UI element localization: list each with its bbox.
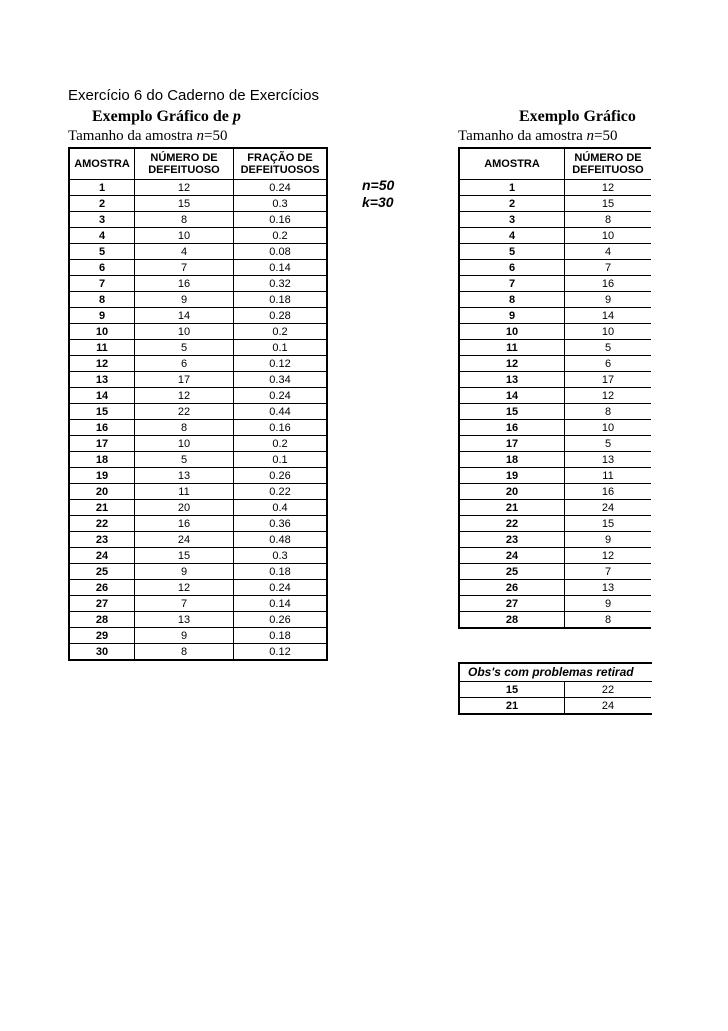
left-table-row-cell: 24 — [69, 548, 135, 564]
left-table-row-cell: 12 — [135, 180, 234, 196]
right-table-row — [459, 404, 651, 420]
left-table-row — [69, 388, 327, 404]
right-table-row-cell: 5 — [459, 244, 565, 260]
removed-observations-table — [460, 682, 651, 713]
left-table-row — [69, 500, 327, 516]
left-table-row-cell: 0.18 — [234, 628, 328, 644]
left-table-row-cell: 19 — [69, 468, 135, 484]
right-table-row — [459, 292, 651, 308]
right-table-row-cell: 27 — [459, 596, 565, 612]
right-header-sample: AMOSTRA — [459, 148, 565, 180]
left-table-row — [69, 372, 327, 388]
left-table-row-cell: 3 — [69, 212, 135, 228]
left-table-row-cell: 21 — [69, 500, 135, 516]
right-table-row — [459, 244, 651, 260]
left-table-row-cell: 0.28 — [234, 308, 328, 324]
left-table-row-cell: 16 — [135, 516, 234, 532]
right-header-defective-count: NÚMERO DE DEFEITUOSO — [565, 148, 652, 180]
left-table-row-cell: 0.26 — [234, 468, 328, 484]
left-table-row-cell: 0.16 — [234, 420, 328, 436]
left-table-row-cell: 4 — [135, 244, 234, 260]
right-table-row-cell: 25 — [459, 564, 565, 580]
right-table-row-cell: 2 — [459, 196, 565, 212]
right-table-row — [459, 356, 651, 372]
left-table-row-cell: 30 — [69, 644, 135, 661]
right-table-row — [459, 420, 651, 436]
right-table-row-cell: 11 — [459, 340, 565, 356]
left-size-var: n — [196, 128, 204, 144]
right-table-row-cell: 6 — [565, 356, 652, 372]
left-table-row-cell: 11 — [135, 484, 234, 500]
right-table-row-cell: 9 — [565, 292, 652, 308]
left-table-row — [69, 420, 327, 436]
param-k: k=30 — [362, 194, 394, 210]
right-table-row-cell: 8 — [565, 404, 652, 420]
right-table-row-cell: 12 — [459, 356, 565, 372]
right-table-row-cell: 9 — [459, 308, 565, 324]
right-table-row — [459, 324, 651, 340]
left-table-row-cell: 0.12 — [234, 356, 328, 372]
right-header-row — [459, 148, 651, 180]
left-table-row — [69, 356, 327, 372]
right-data-table — [458, 147, 651, 629]
left-table-row-cell: 12 — [69, 356, 135, 372]
left-table-row-cell: 0.48 — [234, 532, 328, 548]
right-table-row-cell: 4 — [459, 228, 565, 244]
left-table-row-cell: 5 — [135, 340, 234, 356]
left-table-row — [69, 196, 327, 212]
removed-observation-row-cell: 24 — [601, 699, 615, 712]
left-table-row-cell: 26 — [69, 580, 135, 596]
right-table-row-cell: 1 — [459, 180, 565, 196]
left-table-row-cell: 13 — [69, 372, 135, 388]
left-table-row-cell: 0.36 — [234, 516, 328, 532]
right-table-row-cell: 12 — [565, 180, 652, 196]
left-table-row — [69, 564, 327, 580]
right-table-row-cell: 11 — [565, 468, 652, 484]
left-table-row-cell: 18 — [69, 452, 135, 468]
right-table-row-cell: 16 — [459, 420, 565, 436]
left-table-row-cell: 0.24 — [234, 580, 328, 596]
left-table-row — [69, 596, 327, 612]
left-table-row — [69, 244, 327, 260]
left-table-row — [69, 644, 327, 661]
left-table-row-cell: 10 — [69, 324, 135, 340]
left-table-row-cell: 0.14 — [234, 596, 328, 612]
right-table-row-cell: 5 — [565, 436, 652, 452]
right-table-row — [459, 372, 651, 388]
right-table-row-cell: 18 — [459, 452, 565, 468]
right-table-row-cell: 15 — [565, 516, 652, 532]
left-table-row-cell: 9 — [135, 292, 234, 308]
right-table-row-cell: 21 — [459, 500, 565, 516]
left-table-row-cell: 0.2 — [234, 228, 328, 244]
right-table-row-cell: 9 — [565, 532, 652, 548]
right-table-row-cell: 10 — [459, 324, 565, 340]
left-size-value: =50 — [204, 128, 228, 144]
left-table-row-cell: 28 — [69, 612, 135, 628]
right-table-row-cell: 12 — [565, 548, 652, 564]
left-table-row-cell: 7 — [135, 596, 234, 612]
left-table-row-cell: 29 — [69, 628, 135, 644]
left-table-row-cell: 0.18 — [234, 564, 328, 580]
right-table-row-cell: 20 — [459, 484, 565, 500]
right-table-row-cell: 17 — [459, 436, 565, 452]
right-table-row — [459, 484, 651, 500]
left-table-row-cell: 16 — [135, 276, 234, 292]
left-table-row-cell: 0.1 — [234, 452, 328, 468]
left-table-row-cell: 16 — [69, 420, 135, 436]
left-table-row-cell: 2 — [69, 196, 135, 212]
left-table-row-cell: 12 — [135, 388, 234, 404]
right-table-row — [459, 196, 651, 212]
right-table-row-cell: 15 — [565, 196, 652, 212]
left-table-row-cell: 0.24 — [234, 180, 328, 196]
right-table-row-cell: 26 — [459, 580, 565, 596]
removed-observation-row — [460, 698, 651, 714]
left-table-row — [69, 532, 327, 548]
right-table-row-cell: 15 — [459, 404, 565, 420]
left-table-row — [69, 484, 327, 500]
left-table-row — [69, 340, 327, 356]
removed-observation-row-cell: 15 — [460, 682, 565, 698]
right-size-text: Tamanho da amostra — [458, 128, 587, 144]
right-table-row — [459, 580, 651, 596]
left-table-row-cell: 15 — [135, 196, 234, 212]
left-table-row-cell: 22 — [135, 404, 234, 420]
left-table-row-cell: 8 — [135, 644, 234, 661]
right-table-row-cell: 24 — [459, 548, 565, 564]
left-table-row — [69, 292, 327, 308]
right-table-row-cell: 16 — [565, 484, 652, 500]
left-table-row-cell: 10 — [135, 228, 234, 244]
right-table-row-cell: 17 — [565, 372, 652, 388]
left-table-row — [69, 228, 327, 244]
right-table-row — [459, 548, 651, 564]
right-table-row — [459, 532, 651, 548]
left-table-row-cell: 0.22 — [234, 484, 328, 500]
left-table-row-cell: 15 — [135, 548, 234, 564]
right-table-row-cell: 6 — [459, 260, 565, 276]
left-table-row-cell: 0.18 — [234, 292, 328, 308]
left-table-row-cell: 0.3 — [234, 548, 328, 564]
left-table-row — [69, 436, 327, 452]
left-table-row — [69, 180, 327, 196]
right-table-row-cell: 14 — [565, 308, 652, 324]
right-table-row-cell: 22 — [459, 516, 565, 532]
right-table-row — [459, 276, 651, 292]
removed-observation-row-cell: 22 — [565, 682, 652, 698]
left-table-row-cell: 0.3 — [234, 196, 328, 212]
right-table-row-cell: 4 — [565, 244, 652, 260]
left-table-row-cell: 27 — [69, 596, 135, 612]
left-table-row-cell: 14 — [69, 388, 135, 404]
left-table-row-cell: 0.44 — [234, 404, 328, 420]
left-table-row-cell: 8 — [135, 420, 234, 436]
left-table-row — [69, 452, 327, 468]
right-table-row-cell: 7 — [565, 260, 652, 276]
right-table-row-cell: 16 — [565, 276, 652, 292]
left-table-row-cell: 14 — [135, 308, 234, 324]
left-table-row-cell: 9 — [69, 308, 135, 324]
left-table-row-cell: 9 — [135, 628, 234, 644]
sheet-heading: Exercício 6 do Caderno de Exercícios — [68, 87, 319, 104]
left-table-row-cell: 20 — [135, 500, 234, 516]
right-table-row — [459, 564, 651, 580]
right-table-row-cell: 7 — [459, 276, 565, 292]
right-table-row-cell: 7 — [565, 564, 652, 580]
right-table-row — [459, 500, 651, 516]
left-table-row — [69, 516, 327, 532]
left-table-row-cell: 8 — [135, 212, 234, 228]
left-table-row-cell: 11 — [69, 340, 135, 356]
left-table-row-cell: 8 — [69, 292, 135, 308]
left-table-row-cell: 12 — [135, 580, 234, 596]
left-table-row-cell: 5 — [69, 244, 135, 260]
right-table-row-cell: 3 — [459, 212, 565, 228]
right-table-row-cell: 14 — [459, 388, 565, 404]
right-table-row-cell: 13 — [565, 580, 652, 596]
left-table-row — [69, 404, 327, 420]
left-table-row-cell: 10 — [135, 324, 234, 340]
left-table-row-cell: 0.08 — [234, 244, 328, 260]
right-table-row-cell: 13 — [459, 372, 565, 388]
right-table-row — [459, 340, 651, 356]
left-table-row — [69, 260, 327, 276]
left-table-row-cell: 17 — [69, 436, 135, 452]
left-table-row-cell: 0.2 — [234, 436, 328, 452]
left-table-row-cell: 10 — [135, 436, 234, 452]
left-table-row — [69, 612, 327, 628]
left-table-row-cell: 1 — [69, 180, 135, 196]
left-table-row-cell: 9 — [135, 564, 234, 580]
right-table-row-cell: 19 — [459, 468, 565, 484]
left-table-row-cell: 6 — [135, 356, 234, 372]
right-table-row — [459, 228, 651, 244]
right-title: Exemplo Gráfico — [519, 108, 636, 125]
left-table-row-cell: 22 — [69, 516, 135, 532]
right-table-row-cell: 5 — [565, 340, 652, 356]
left-header-row — [69, 148, 327, 180]
left-size-text: Tamanho da amostra — [68, 128, 197, 144]
right-table-row — [459, 468, 651, 484]
right-table-row — [459, 516, 651, 532]
left-table-row-cell: 0.14 — [234, 260, 328, 276]
right-table-row-cell: 24 — [565, 500, 652, 516]
right-table-row-cell: 10 — [565, 420, 652, 436]
right-table-row-cell: 13 — [565, 452, 652, 468]
left-table-row-cell: 4 — [69, 228, 135, 244]
left-table-row — [69, 276, 327, 292]
removed-observation-row-cell: 21 — [460, 698, 565, 714]
right-table-row-cell: 8 — [565, 212, 652, 228]
left-table-row-cell: 0.24 — [234, 388, 328, 404]
left-table-row-cell: 0.26 — [234, 612, 328, 628]
left-table-row-cell: 13 — [135, 612, 234, 628]
left-table-row — [69, 468, 327, 484]
right-table-row — [459, 452, 651, 468]
left-table-row — [69, 548, 327, 564]
right-table-row-cell: 12 — [565, 388, 652, 404]
left-table-row-cell: 0.34 — [234, 372, 328, 388]
right-table-row — [459, 308, 651, 324]
left-table-row-cell: 5 — [135, 452, 234, 468]
left-table-row-cell: 0.12 — [234, 644, 328, 661]
right-table-row — [459, 596, 651, 612]
right-sample-size — [458, 128, 617, 145]
right-size-var: n — [586, 128, 594, 144]
left-header-defective-fraction: FRAÇÃO DE DEFEITUOSOS — [234, 148, 328, 180]
removed-observation-row — [460, 682, 651, 698]
right-table-row-cell: 9 — [565, 596, 652, 612]
left-header-sample: AMOSTRA — [69, 148, 135, 180]
left-table-row-cell: 15 — [69, 404, 135, 420]
left-table-row-cell: 0.16 — [234, 212, 328, 228]
right-table-row — [459, 436, 651, 452]
left-table-row-cell: 0.4 — [234, 500, 328, 516]
left-table-row-cell: 0.2 — [234, 324, 328, 340]
left-table-row — [69, 628, 327, 644]
left-table-row-cell: 0.32 — [234, 276, 328, 292]
right-table-row-cell: 8 — [459, 292, 565, 308]
right-table-row-cell: 8 — [565, 612, 652, 629]
left-table-row-cell: 23 — [69, 532, 135, 548]
left-table-row-cell: 25 — [69, 564, 135, 580]
removed-observations-title: Obs's com problemas retirad — [460, 664, 652, 682]
left-table-row — [69, 580, 327, 596]
right-table-row — [459, 612, 651, 629]
left-data-table — [68, 147, 328, 661]
right-table-row — [459, 388, 651, 404]
right-table-row-cell: 28 — [459, 612, 565, 629]
right-table-row — [459, 212, 651, 228]
left-title — [92, 108, 241, 126]
removed-observations-box — [458, 662, 652, 715]
left-table-row-cell: 13 — [135, 468, 234, 484]
left-table-row-cell: 24 — [135, 532, 234, 548]
left-table-row — [69, 308, 327, 324]
left-table-row — [69, 212, 327, 228]
left-table-row-cell: 7 — [135, 260, 234, 276]
right-table-row — [459, 180, 651, 196]
left-table-row-cell: 7 — [69, 276, 135, 292]
right-table-row-cell: 10 — [565, 324, 652, 340]
right-table-row-cell: 23 — [459, 532, 565, 548]
right-size-value: =50 — [594, 128, 618, 144]
left-table-row-cell: 0.1 — [234, 340, 328, 356]
right-table-row — [459, 260, 651, 276]
left-title-var: p — [232, 108, 241, 125]
left-sample-size — [68, 128, 227, 145]
left-table-row — [69, 324, 327, 340]
left-title-text: Exemplo Gráfico de — [92, 108, 233, 125]
left-table-row-cell: 6 — [69, 260, 135, 276]
right-table-row-cell: 10 — [565, 228, 652, 244]
left-table-row-cell: 20 — [69, 484, 135, 500]
left-table-row-cell: 17 — [135, 372, 234, 388]
param-n: n=50 — [362, 177, 395, 193]
left-header-defective-count: NÚMERO DE DEFEITUOSO — [135, 148, 234, 180]
